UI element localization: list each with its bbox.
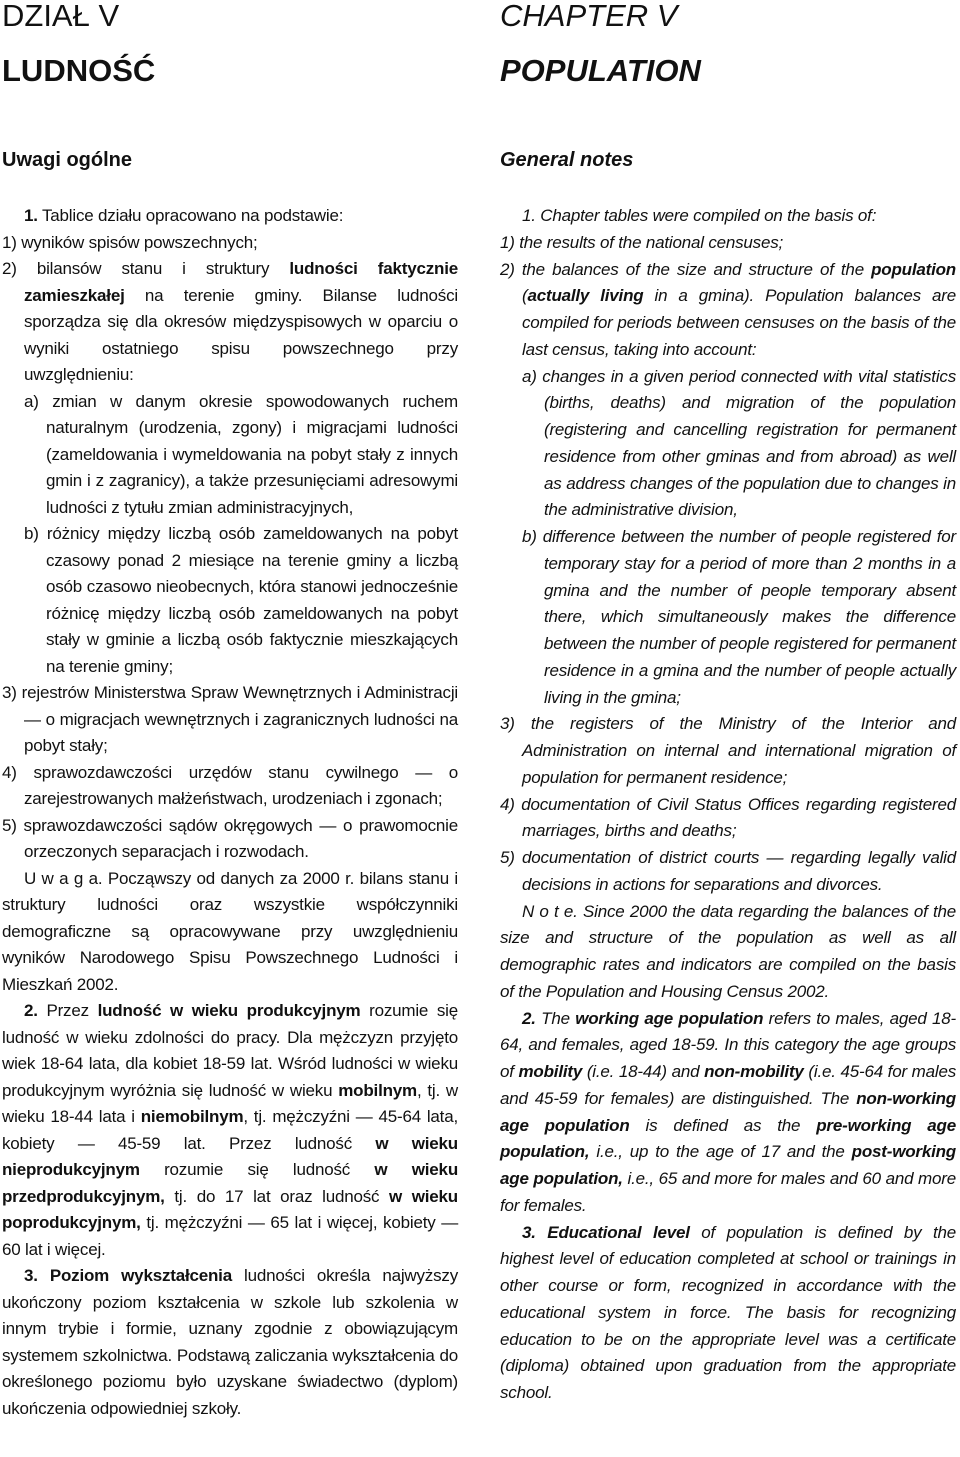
paragraph-2: 2. Przez ludność w wieku produkcyjnym rozumie się ludność w wieku zdolności do pracy. Dla mężczyzn przyjęto wiek 18-64 lata, dla kobiet 18-59 lat. Wśród ludności w wieku produkcyjnym wyróżnia się ludność w wieku mobilnym, tj. w wieku 18-44 lata i niemobilnym, tj. mężczyźni — 45-64 lata, kobiety — 45-59 lat. Przez ludność w wieku nieprodukcyjnym rozumie się ludność w wieku przedprodukcyjnym, tj. do 17 lat oraz ludność w wieku poprodukcyjnym, tj. mężczyźni — 65 lat i więcej, kobiety — 60 lat i więcej. [2,1001,458,1259]
list-item-5-en: 5) documentation of district courts — regarding legally valid decisions in actions for separations and divorces. [500,848,956,894]
list-item-3: 3) rejestrów Ministerstwa Spraw Wewnętrznych i Administracji — o migracjach wewnętrznych i zagranicznych ludności na pobyt stały; [2,683,458,755]
english-body-text [500,203,956,1407]
paragraph-1-lead: 1. Tablice działu opracowano na podstawie: [24,206,344,225]
general-notes-heading: Uwagi ogólne [2,149,132,171]
paragraph-2-en: 2. The working age population refers to males, aged 18-64, and females, aged 18-59. In this category the age groups of mobility (i.e. 18-44) and non-mobility (i.e. 45-64 for males and 45-59 for females) are distinguished. The non-working age population is defined as the pre-working age population, i.e., up to the age of 17 and the post-working age population, i.e., 65 and more for males and 60 and more for females. [500,1008,957,1215]
note-paragraph: U w a g a. Począwszy od danych za 2000 r. bilans stanu i struktury ludności oraz wszystkie współczynniki demograficzne są opracowywane przy uwzględnieniu wyników Narodowego Spisu Powszechnego Ludności i Mieszkań 2002. [2,868,458,994]
list-item-2-en: 2) the balances of the size and structure of the population (actually living in a gmina). Population balances are compiled for periods between censuses on the basis of the last census, taking into account: [500,259,956,359]
paragraph-3: 3. Poziom wykształcenia ludności określa najwyższy ukończony poziom kształcenia w szkole lub szkolenia w innym trybie i formie, uznany zgodnie z obowiązującym systemem szkolnictwa. Podstawą zaliczania wykształcenia do określonego poziomu było uzyskane świadectwo (dyplom) ukończenia odpowiedniej szkoły. [2,1266,459,1418]
polish-body-text [2,203,458,1422]
list-item-2a: a) zmian w danym okresie spowodowanych ruchem naturalnym (urodzenia, zgony) i migracjami ludności (zameldowania i wymeldowania na pobyt stały z innych gmin i z zagranicy), a także przesunięciami adresowymi ludności z tytułu zmian administracyjnych, [24,391,458,517]
list-item-2: 2) bilansów stanu i struktury ludności faktycznie zamieszkałej na terenie gminy. Bilanse ludności sporządza się dla okresów międzyspisowych w oparciu o wyniki ostatniego spisu powszechnego przy uwzględnieniu: [2,259,458,384]
chapter-number-en: CHAPTER V [500,0,678,33]
list-item-4-en: 4) documentation of Civil Status Offices regarding registered marriages, births and deaths; [500,794,956,841]
chapter-number: DZIAŁ V [2,0,120,33]
list-item-2a-en: a) changes in a given period connected with vital statistics (births, deaths) and migration of the population (registering and cancelling registration for permanent residence from other gminas and from abroad) as well as address changes of the population due to changes in the administrative division, [522,366,956,520]
paragraph-1-lead-en: 1. Chapter tables were compiled on the basis of: [522,206,877,225]
note-paragraph-en: N o t e. Since 2000 the data regarding the balances of the size and structure of the population as well as all demographic rates and indicators are compiled on the basis of the Population and Housing Census 2002. [500,901,957,1001]
list-item-4: 4) sprawozdawczości urzędów stanu cywilnego — o zarejestrowanych małżeństwach, urodzeniach i zgonach; [2,762,458,808]
list-item-2b: b) różnicy między liczbą osób zameldowanych na pobyt czasowy ponad 2 miesiące na terenie gminy a liczbą osób czasowo nieobecnych, która stanowi jednocześnie różnicę między liczbą osób zameldowanych na pobyt stały w gminie a liczbą osób faktycznie mieszkających na terenie gminy; [24,524,458,676]
list-item-1-en: 1) the results of the national censuses; [500,232,784,252]
list-item-5: 5) sprawozdawczości sądów okręgowych — o prawomocnie orzeczonych separacjach i rozwodach. [2,815,458,861]
paragraph-3-en: 3. Educational level of population is defined by the highest level of education completed at school or trainings in other course or form, recognized in accordance with the educational system in force. The basis for recognizing education to be on the appropriate level was a certificate (diploma) obtained upon graduation from the appropriate school. [500,1222,956,1402]
general-notes-heading-en: General notes [500,149,634,171]
list-item-1: 1) wyników spisów powszechnych; [2,232,258,252]
chapter-title: LUDNOŚĆ [2,53,156,88]
list-item-3-en: 3) the registers of the Ministry of the Interior and Administration on internal and international migration of population for permanent residence; [500,714,956,787]
list-item-2b-en: b) difference between the number of people registered for temporary stay for a period of more than 2 months in a gmina and the number of people temporary absent there, which simultaneously makes the difference between the number of people registered for permanent residence in a gmina and the number of people actually living in the gmina; [522,527,956,707]
chapter-title-en: POPULATION [500,53,701,88]
